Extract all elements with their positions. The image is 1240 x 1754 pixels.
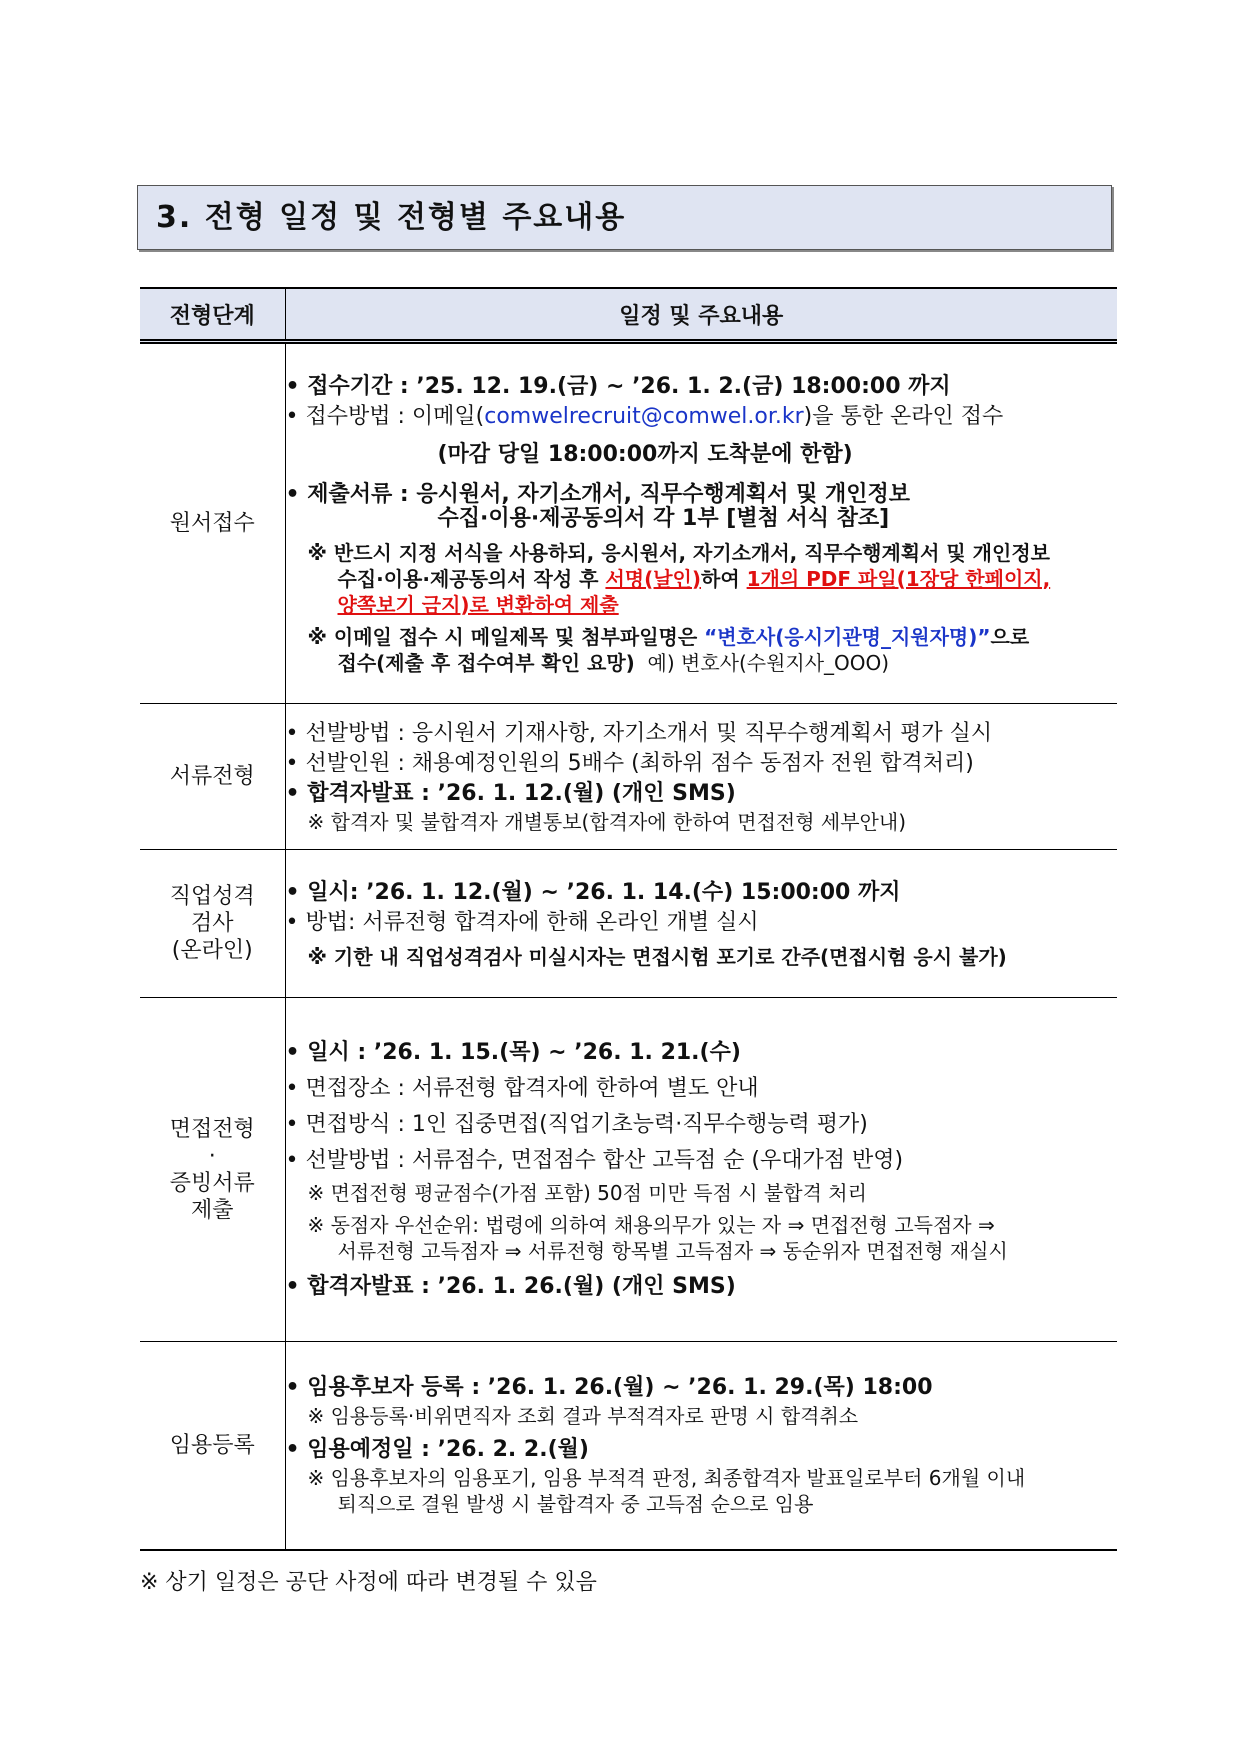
content-cell — [285, 342, 1117, 704]
content-line: • 선발방법 : 서류점수, 면접점수 합산 고득점 순 (우대가점 반영) — [286, 1146, 1118, 1176]
note-line: ※ 임용후보자의 임용포기, 임용 부적격 판정, 최종합격자 발표일로부터 6개월 이내 — [307, 1466, 1026, 1491]
content-line: • 임용예정일 : ’26. 2. 2.(월) — [286, 1435, 1118, 1465]
content-line: • 일시: ’26. 1. 12.(월) ~ ’26. 1. 14.(수) 15:00:00 까지 — [286, 878, 1118, 908]
note-line: 수집·이용·제공동의서 작성 후 서명(날인)하여 1개의 PDF 파일(1장당 한페이지, — [337, 566, 1051, 591]
content-line: • 접수방법 : 이메일(comwelrecruit@comwel.or.kr)을 통한 온라인 접수 — [286, 402, 1118, 432]
content-line: • 임용후보자 등록 : ’26. 1. 26.(월) ~ ’26. 1. 29.(목) 18:00 — [286, 1373, 1118, 1403]
content-line: • 면접장소 : 서류전형 합격자에 한하여 별도 안내 — [286, 1074, 1118, 1104]
table-row — [140, 704, 1117, 850]
content-line: 수집·이용·제공동의서 각 1부 [별첨 서식 참조] — [437, 505, 890, 531]
table-row — [140, 342, 1117, 704]
header-stage: 전형단계 — [140, 288, 285, 342]
stage-cell: 임용등록 — [140, 1342, 285, 1550]
note-line: 퇴직으로 결원 발생 시 불합격자 중 고득점 순으로 임용 — [337, 1492, 814, 1517]
content-line: • 합격자발표 : ’26. 1. 12.(월) (개인 SMS) — [286, 779, 1118, 809]
content-line: • 제출서류 : 응시원서, 자기소개서, 직무수행계획서 및 개인정보 — [286, 480, 1118, 510]
note-line: ※ 반드시 지정 서식을 사용하되, 응시원서, 자기소개서, 직무수행계획서 및 개인정보 — [307, 540, 1050, 565]
stage-cell: 원서접수 — [140, 342, 285, 704]
content-line: • 접수기간 : ’25. 12. 19.(금) ~ ’26. 1. 2.(금) 18:00:00 까지 — [286, 372, 1118, 402]
stage-cell: 서류전형 — [140, 704, 285, 850]
email-link[interactable]: comwelrecruit@comwel.or.kr — [484, 403, 804, 429]
note-line: 접수(제출 후 접수여부 확인 요망) 예) 변호사(수원지사_OOO) — [337, 650, 890, 675]
content-cell — [285, 998, 1117, 1342]
stage-cell: 직업성격 검사 (온라인) — [140, 850, 285, 998]
header-content: 일정 및 주요내용 — [285, 288, 1117, 342]
note-line: ※ 기한 내 직업성격검사 미실시자는 면접시험 포기로 간주(면접시험 응시 불가) — [307, 944, 1007, 969]
footer-note: ※ 상기 일정은 공단 사정에 따라 변경될 수 있음 — [140, 1570, 597, 1595]
content-cell — [285, 850, 1117, 998]
note-line: ※ 합격자 및 불합격자 개별통보(합격자에 한하여 면접전형 세부안내) — [307, 809, 907, 834]
table-row — [140, 1342, 1117, 1550]
table-header-row — [140, 288, 1117, 342]
note-line: ※ 임용등록·비위면직자 조회 결과 부적격자로 판명 시 합격취소 — [307, 1404, 859, 1429]
content-cell — [285, 704, 1117, 850]
content-line: • 방법: 서류전형 합격자에 한해 온라인 개별 실시 — [286, 908, 1118, 938]
schedule-table — [140, 287, 1117, 1551]
content-line: • 합격자발표 : ’26. 1. 26.(월) (개인 SMS) — [286, 1272, 1118, 1302]
stage-cell: 면접전형 · 증빙서류 제출 — [140, 998, 285, 1342]
note-line: ※ 면접전형 평균점수(가점 포함) 50점 미만 득점 시 불합격 처리 — [307, 1180, 867, 1205]
note-line: ※ 동점자 우선순위: 법령에 의하여 채용의무가 있는 자 ⇒ 면접전형 고득점자 ⇒ — [307, 1212, 995, 1237]
note-line: 서류전형 고득점자 ⇒ 서류전형 항목별 고득점자 ⇒ 동순위자 면접전형 재실시 — [337, 1238, 1008, 1263]
content-line: (마감 당일 18:00:00까지 도착분에 한함) — [437, 441, 853, 467]
content-line: • 일시 : ’26. 1. 15.(목) ~ ’26. 1. 21.(수) — [286, 1038, 1118, 1068]
table-row — [140, 998, 1117, 1342]
table-row — [140, 850, 1117, 998]
note-line: ※ 이메일 접수 시 메일제목 및 첨부파일명은 “변호사(응시기관명_지원자명)”으로 — [307, 624, 1030, 649]
content-line: • 선발방법 : 응시원서 기재사항, 자기소개서 및 직무수행계획서 평가 실시 — [286, 719, 1118, 749]
content-line: • 선발인원 : 채용예정인원의 5배수 (최하위 점수 동점자 전원 합격처리) — [286, 749, 1118, 779]
content-line: • 면접방식 : 1인 집중면접(직업기초능력·직무수행능력 평가) — [286, 1110, 1118, 1140]
note-line: 양쪽보기 금지)로 변환하여 제출 — [337, 592, 619, 617]
section-title: 3. 전형 일정 및 전형별 주요내용 — [137, 185, 1112, 250]
content-cell — [285, 1342, 1117, 1550]
